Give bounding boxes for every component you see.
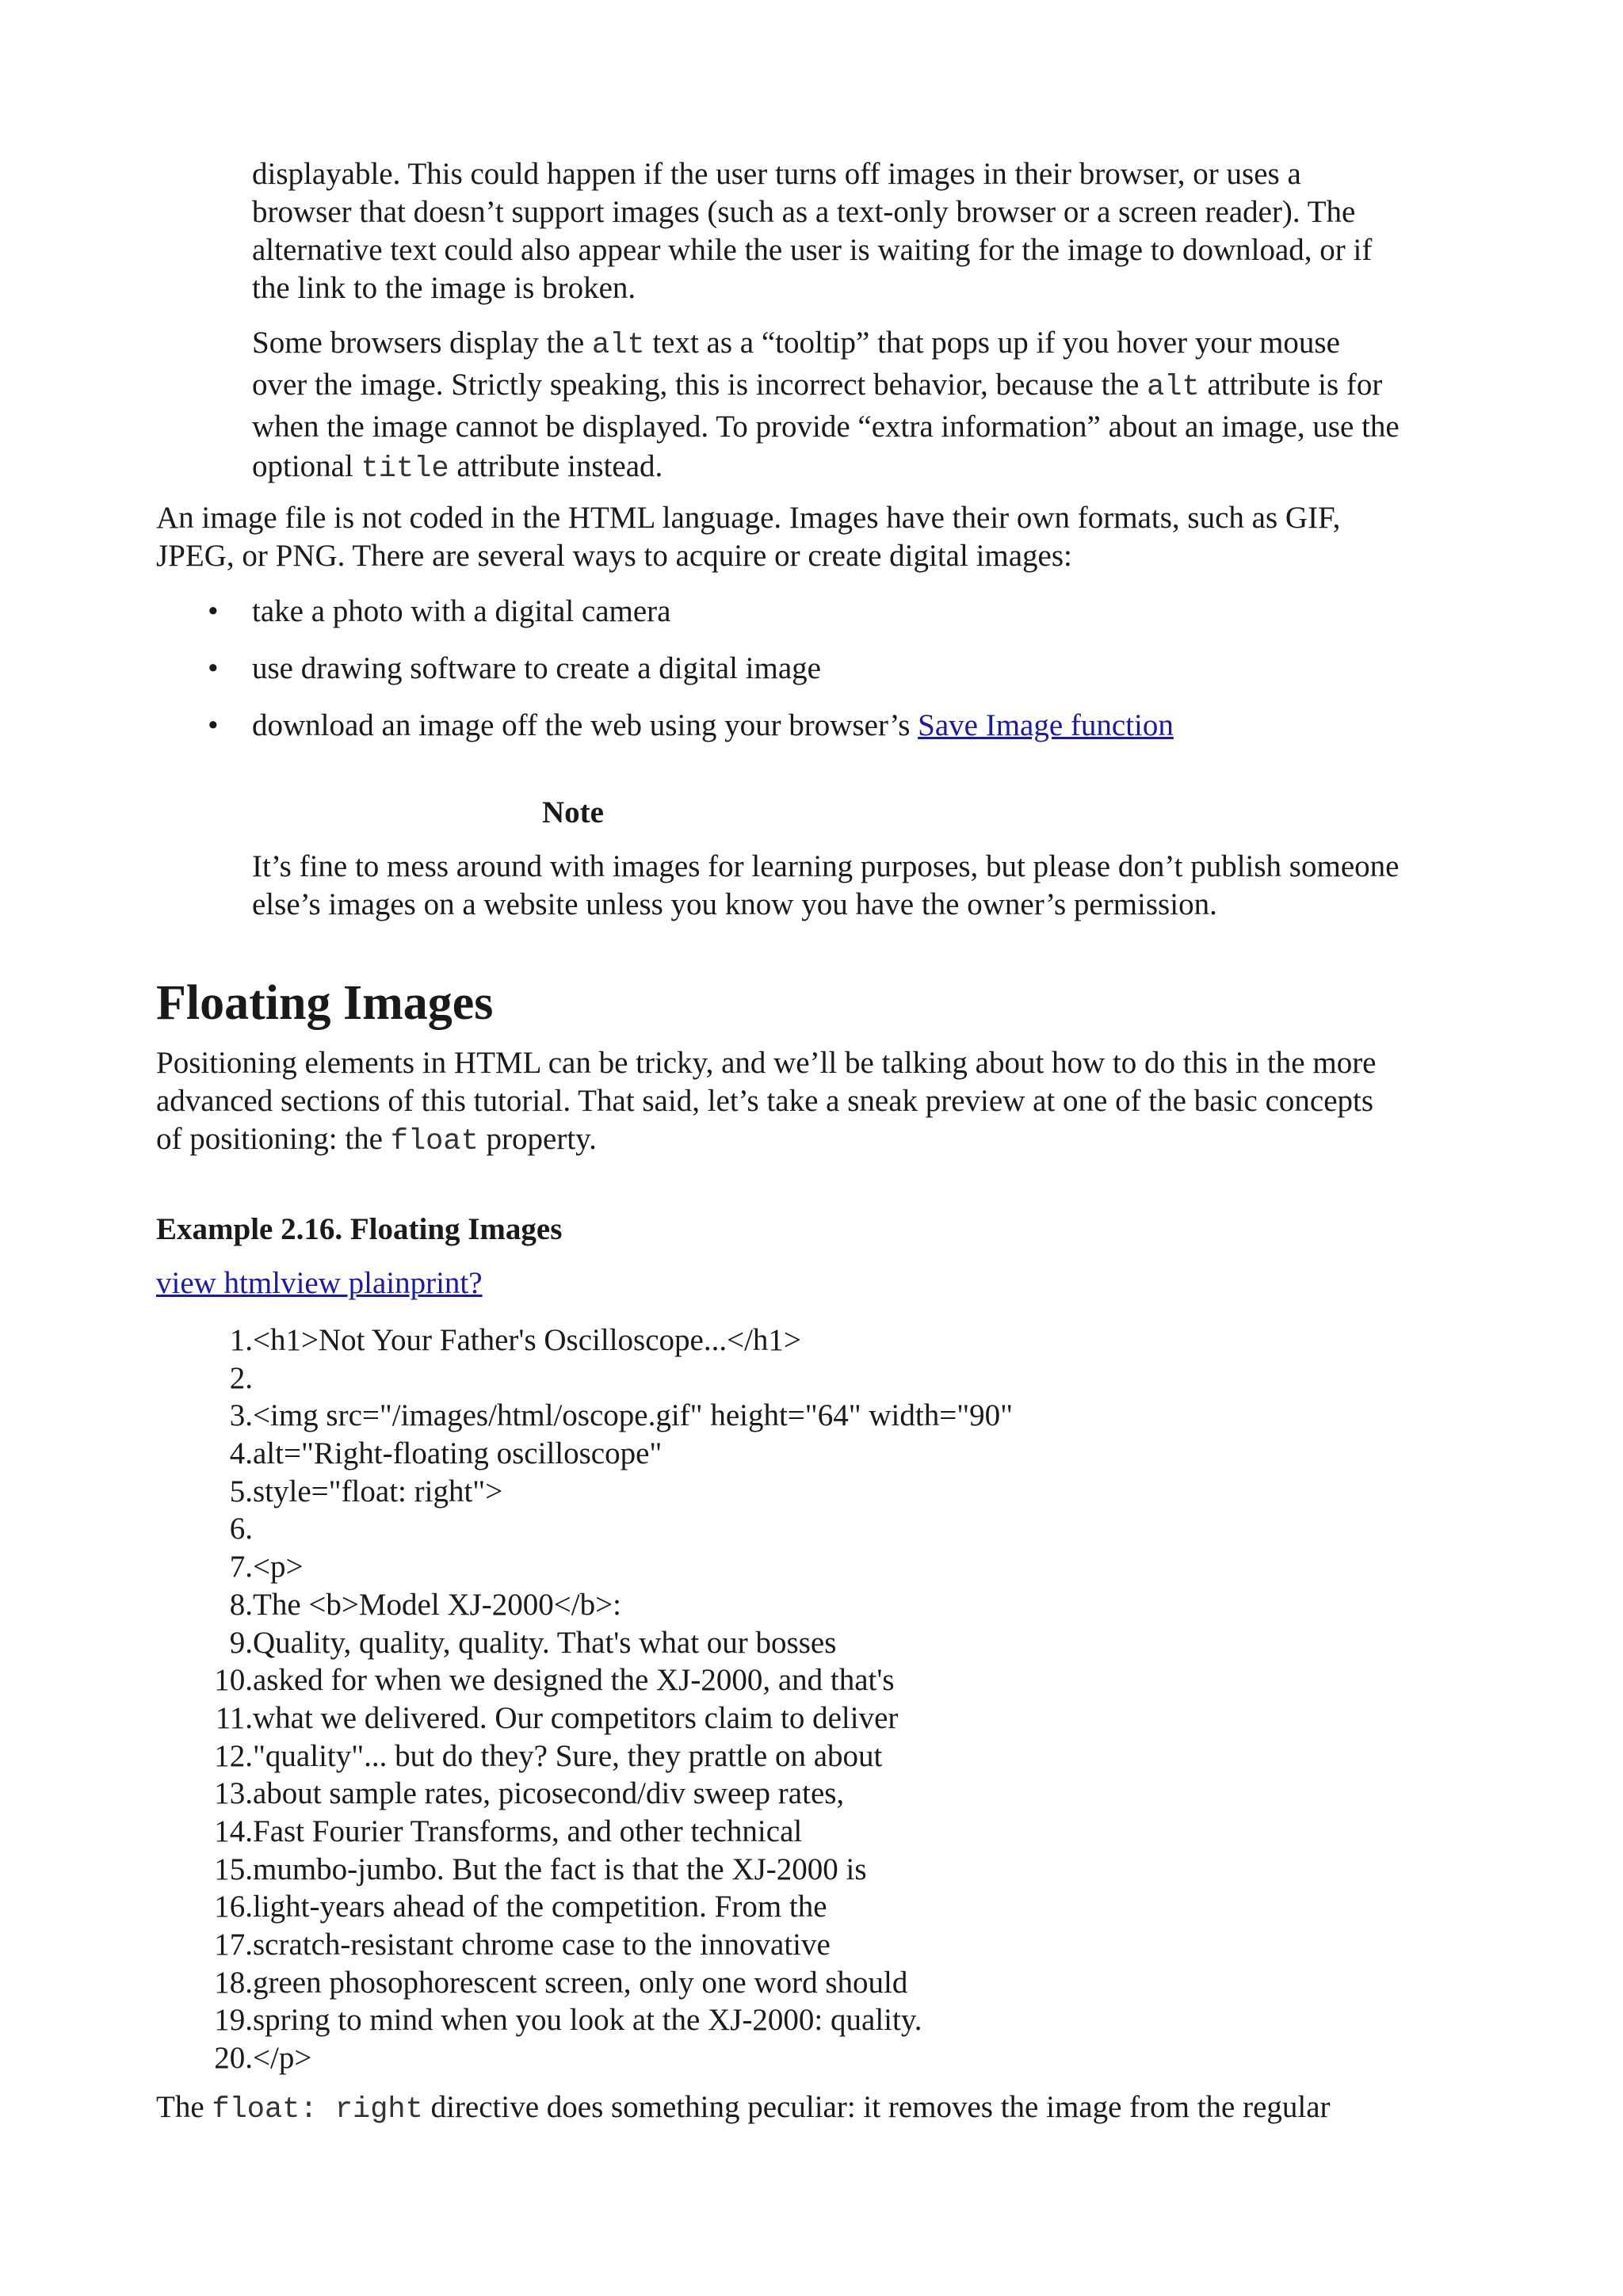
list-item-text: use drawing software to create a digital image [252, 651, 821, 685]
code-line [156, 1473, 1013, 1511]
continuation-paragraph [252, 155, 1488, 307]
text-span: optional [252, 449, 361, 483]
line-number: 11. [215, 1700, 253, 1735]
bullet-icon: • [208, 594, 219, 628]
image-file-paragraph [156, 499, 1487, 575]
text-line: browser that doesn’t support images (such as a text-only browser or a screen reader). The [252, 195, 1356, 229]
text-line [252, 365, 1488, 407]
inline-code: float [390, 1125, 479, 1158]
line-number: 2. [229, 1360, 253, 1395]
save-image-function-link[interactable]: Save Image function [918, 708, 1174, 742]
list-item-text: download an image off the web using your browser’s [252, 708, 918, 742]
code-line [156, 1775, 1013, 1813]
code-listing [156, 1322, 1013, 2077]
code-text: <img src="/images/html/oscope.gif" height="64" width="90" [253, 1398, 1014, 1433]
text-line: else’s images on a website unless you know you have the owner’s permission. [252, 887, 1217, 921]
code-text: light-years ahead of the competition. From the [253, 1890, 827, 1924]
code-text: what we delivered. Our competitors claim to deliver [253, 1700, 899, 1735]
text-span: text as a “tooltip” that pops up if you hover your mouse [644, 326, 1340, 360]
code-text: spring to mind when you look at the XJ-2000: quality. [253, 2003, 922, 2038]
code-line [156, 1435, 1013, 1473]
line-number: 15. [214, 1852, 253, 1886]
text-line [252, 447, 1488, 489]
line-number: 13. [214, 1776, 253, 1811]
inline-code: float: right [212, 2093, 423, 2126]
text-line [156, 2088, 1487, 2129]
code-line [156, 1851, 1013, 1889]
line-number: 14. [214, 1814, 253, 1848]
line-number: 3. [229, 1398, 253, 1433]
code-line [156, 1926, 1013, 1964]
code-text: Fast Fourier Transforms, and other technical [253, 1814, 803, 1848]
code-line [156, 1586, 1013, 1624]
text-line: Positioning elements in HTML can be tricky, and we’ll be talking about how to do this in the more [156, 1046, 1377, 1080]
note-paragraph [252, 848, 1488, 924]
text-span: of positioning: the [156, 1122, 391, 1156]
code-text: asked for when we designed the XJ-2000, and that's [253, 1663, 895, 1698]
code-text: <p> [253, 1550, 304, 1585]
final-paragraph [156, 2088, 1487, 2129]
text-span: directive does something peculiar: it removes the image from the regular [422, 2090, 1331, 2124]
line-number: 19. [214, 2003, 253, 2038]
code-line [156, 1888, 1013, 1926]
code-text: Quality, quality, quality. That's what our bosses [253, 1625, 837, 1660]
code-text: scratch-resistant chrome case to the innovative [253, 1928, 831, 1962]
code-text: green phosophorescent screen, only one word should [253, 1965, 908, 2000]
code-line [156, 1510, 1013, 1548]
bullet-icon: • [208, 651, 219, 685]
list-item [208, 707, 1174, 745]
code-line [156, 1360, 1013, 1398]
code-line [156, 2001, 1013, 2039]
text-line: JPEG, or PNG. There are several ways to acquire or create digital images: [156, 539, 1072, 573]
code-text: style="float: right"> [253, 1474, 503, 1508]
note-title: Note [542, 795, 604, 830]
code-text: about sample rates, picosecond/div sweep rates, [253, 1776, 845, 1811]
text-span: Some browsers display the [252, 326, 592, 360]
list-item [208, 593, 670, 631]
text-span: over the image. Strictly speaking, this is incorrect behavior, because the [252, 368, 1148, 402]
text-line: It’s fine to mess around with images for learning purposes, but please don’t publish someone [252, 849, 1400, 883]
line-number: 17. [214, 1928, 253, 1962]
list-item [208, 650, 821, 688]
text-line: the link to the image is broken. [252, 271, 636, 305]
line-number: 4. [229, 1436, 253, 1471]
bullet-icon: • [208, 708, 219, 742]
line-number: 16. [214, 1890, 253, 1924]
text-span: property. [478, 1122, 597, 1156]
line-number: 12. [214, 1738, 253, 1773]
text-span: attribute instead. [449, 449, 663, 483]
text-line: An image file is not coded in the HTML language. Images have their own formats, such as GIF, [156, 501, 1341, 535]
code-line [156, 1964, 1013, 2002]
example-toolbar [156, 1264, 483, 1302]
line-number: 10. [214, 1663, 253, 1698]
code-text: "quality"... but do they? Sure, they prattle on about [253, 1738, 883, 1773]
code-text: alt="Right-floating oscilloscope" [253, 1436, 663, 1471]
line-number: 1. [229, 1323, 253, 1357]
line-number: 9. [229, 1625, 253, 1660]
inline-code: alt [1147, 371, 1200, 404]
line-number: 6. [229, 1512, 253, 1547]
line-number: 18. [214, 1965, 253, 2000]
list-item-text: take a photo with a digital camera [252, 594, 671, 628]
code-line [156, 1624, 1013, 1662]
inline-code: title [361, 452, 449, 486]
code-text: </p> [253, 2041, 312, 2076]
text-span: attribute is for [1199, 368, 1383, 402]
text-line [156, 1120, 1487, 1161]
text-line: advanced sections of this tutorial. That said, let’s take a sneak preview at one of the basic concepts [156, 1084, 1374, 1118]
example-title: Example 2.16. Floating Images [156, 1212, 563, 1246]
text-line: when the image cannot be displayed. To provide “extra information” about an image, use the [252, 410, 1400, 444]
code-text: mumbo-jumbo. But the fact is that the XJ-2000 is [253, 1852, 867, 1886]
code-line [156, 1737, 1013, 1775]
code-line [156, 1322, 1013, 1360]
code-line [156, 1397, 1013, 1435]
code-text: The <b>Model XJ-2000</b>: [253, 1587, 621, 1622]
line-number: 8. [229, 1587, 253, 1622]
inline-code: alt [591, 329, 645, 362]
line-number: 20. [214, 2041, 253, 2076]
text-line: alternative text could also appear while the user is waiting for the image to download, or if [252, 233, 1373, 267]
code-line [156, 1661, 1013, 1699]
view-html-link[interactable]: view htmlview plainprint? [156, 1266, 483, 1300]
floating-intro-paragraph [156, 1044, 1487, 1161]
code-text: <h1>Not Your Father's Oscilloscope...</h1> [253, 1323, 801, 1357]
text-span: The [156, 2090, 212, 2124]
line-number: 7. [229, 1550, 253, 1585]
section-heading: Floating Images [156, 976, 494, 1030]
text-line [252, 323, 1488, 365]
text-line: displayable. This could happen if the user turns off images in their browser, or uses a [252, 157, 1301, 191]
code-line [156, 1548, 1013, 1586]
code-line [156, 1813, 1013, 1851]
code-line [156, 1699, 1013, 1737]
code-line [156, 2039, 1013, 2077]
line-number: 5. [229, 1474, 253, 1508]
tooltip-paragraph [252, 323, 1488, 489]
